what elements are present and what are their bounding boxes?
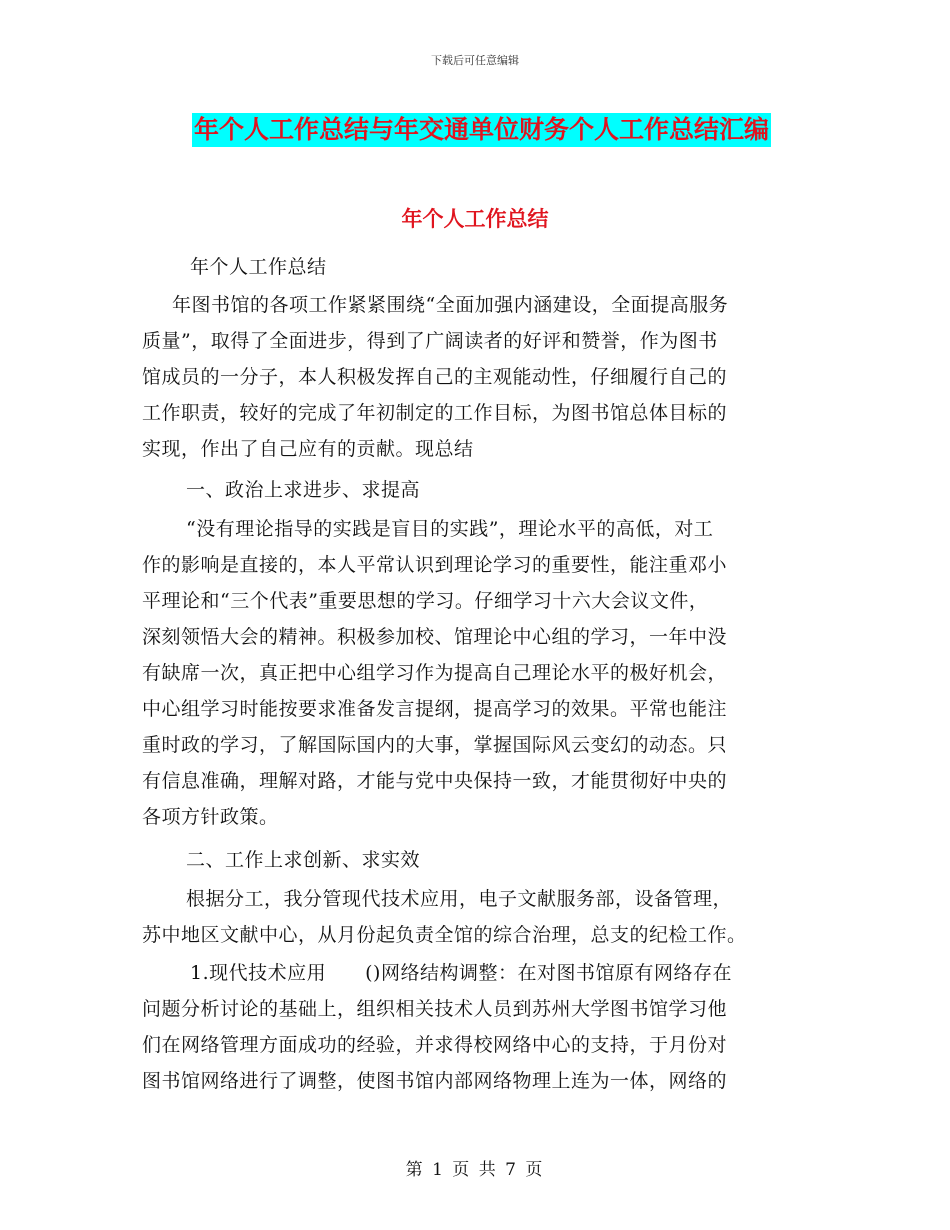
body-line: 年个人工作总结 bbox=[190, 256, 327, 278]
body-line: 1.现代技术应用 ()网络结构调整：在对图书馆原有网络存在 bbox=[190, 962, 732, 984]
page-footer: 第 1 页 共 7 页 bbox=[405, 1160, 545, 1180]
heading-work: 二、工作上求创新、求实效 bbox=[186, 849, 421, 871]
document-title: 年个人工作总结与年交通单位财务个人工作总结汇编 bbox=[192, 113, 771, 147]
body-line: 作的影响是直接的，本人平常认识到理论学习的重要性，能注重邓小 bbox=[142, 554, 728, 576]
body-line: 图书馆网络进行了调整，使图书馆内部网络物理上连为一体，网络的 bbox=[142, 1070, 728, 1092]
body-line: 中心组学习时能按要求准备发言提纲，提高学习的效果。平常也能注 bbox=[142, 698, 728, 720]
body-line: 各项方针政策。 bbox=[142, 806, 279, 828]
body-line: 根据分工，我分管现代技术应用，电子文献服务部，设备管理， bbox=[186, 888, 733, 910]
header-note: 下载后可任意编辑 bbox=[431, 54, 519, 67]
body-line: 有信息准确，理解对路，才能与党中央保持一致，才能贯彻好中央的 bbox=[142, 770, 728, 792]
section-title: 年个人工作总结 bbox=[401, 206, 549, 231]
body-line: 问题分析讨论的基础上，组织相关技术人员到苏州大学图书馆学习他 bbox=[142, 998, 728, 1020]
body-line: 年图书馆的各项工作紧紧围绕“全面加强内涵建设，全面提高服务 bbox=[172, 294, 729, 316]
body-line: 苏中地区文献中心，从月份起负责全馆的综合治理，总支的纪检工作。 bbox=[142, 924, 747, 946]
body-line: 深刻领悟大会的精神。积极参加校、馆理论中心组的学习，一年中没 bbox=[142, 626, 728, 648]
body-line: 实现，作出了自己应有的贡献。现总结 bbox=[142, 438, 474, 460]
body-line: 工作职责，较好的完成了年初制定的工作目标，为图书馆总体目标的 bbox=[142, 402, 728, 424]
body-line: 重时政的学习，了解国际国内的大事，掌握国际风云变幻的动态。只 bbox=[142, 734, 728, 756]
body-line: 有缺席一次，真正把中心组学习作为提高自己理论水平的极好机会， bbox=[142, 662, 728, 684]
body-line: “没有理论指导的实践是盲目的实践”，理论水平的高低，对工 bbox=[186, 518, 714, 540]
heading-politics: 一、政治上求进步、求提高 bbox=[186, 479, 421, 501]
body-line: 质量”，取得了全面进步，得到了广阔读者的好评和赞誉，作为图书 bbox=[142, 330, 718, 352]
body-line: 馆成员的一分子，本人积极发挥自己的主观能动性，仔细履行自己的 bbox=[142, 366, 728, 388]
body-line: 们在网络管理方面成功的经验，并求得校网络中心的支持，于月份对 bbox=[142, 1034, 728, 1056]
body-line: 平理论和“三个代表”重要思想的学习。仔细学习十六大会议文件， bbox=[142, 590, 709, 612]
